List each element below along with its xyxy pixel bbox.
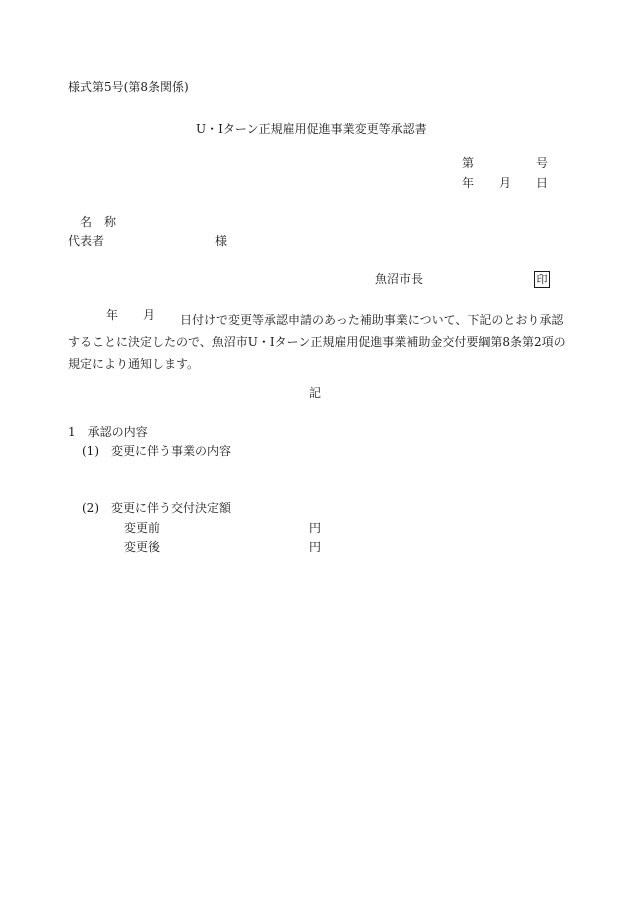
date-year: 年 xyxy=(462,176,475,190)
after-label: 変更後 xyxy=(124,540,161,554)
recipient-sama: 様 xyxy=(215,234,228,248)
section1-heading: 1 承認の内容 xyxy=(68,425,148,439)
after-yen: 円 xyxy=(309,540,322,554)
before-yen: 円 xyxy=(309,521,322,535)
seal-mark: 印 xyxy=(534,271,550,288)
issuer-title: 魚沼市長 xyxy=(375,272,424,286)
ki-heading: 記 xyxy=(309,386,322,400)
section1-item1: (1) 変更に伴う事業の内容 xyxy=(82,444,231,458)
recipient-rep-label: 代表者 xyxy=(68,234,105,248)
form-label: 様式第5号(第8条関係) xyxy=(68,80,189,94)
date-day: 日 xyxy=(536,176,549,190)
body-year: 年 xyxy=(106,308,119,322)
number-dai: 第 xyxy=(462,156,475,170)
body-paragraph xyxy=(68,309,568,375)
date-month: 月 xyxy=(499,176,512,190)
body-paragraph-text: 日付けで変更等承認申請のあった補助事業について、下記のとおり承認することに決定したので、魚沼市U・Iターン正規雇用促進事業補助金交付要綱第8条第2項の規定により通知します。 xyxy=(68,313,566,371)
section1-item2: (2) 変更に伴う交付決定額 xyxy=(82,501,231,515)
document-title: U・Iターン正規雇用促進事業変更等承認書 xyxy=(196,122,427,136)
recipient-name-label: 名 称 xyxy=(80,215,117,229)
body-month: 月 xyxy=(143,308,156,322)
number-go: 号 xyxy=(536,156,549,170)
before-label: 変更前 xyxy=(124,521,161,535)
